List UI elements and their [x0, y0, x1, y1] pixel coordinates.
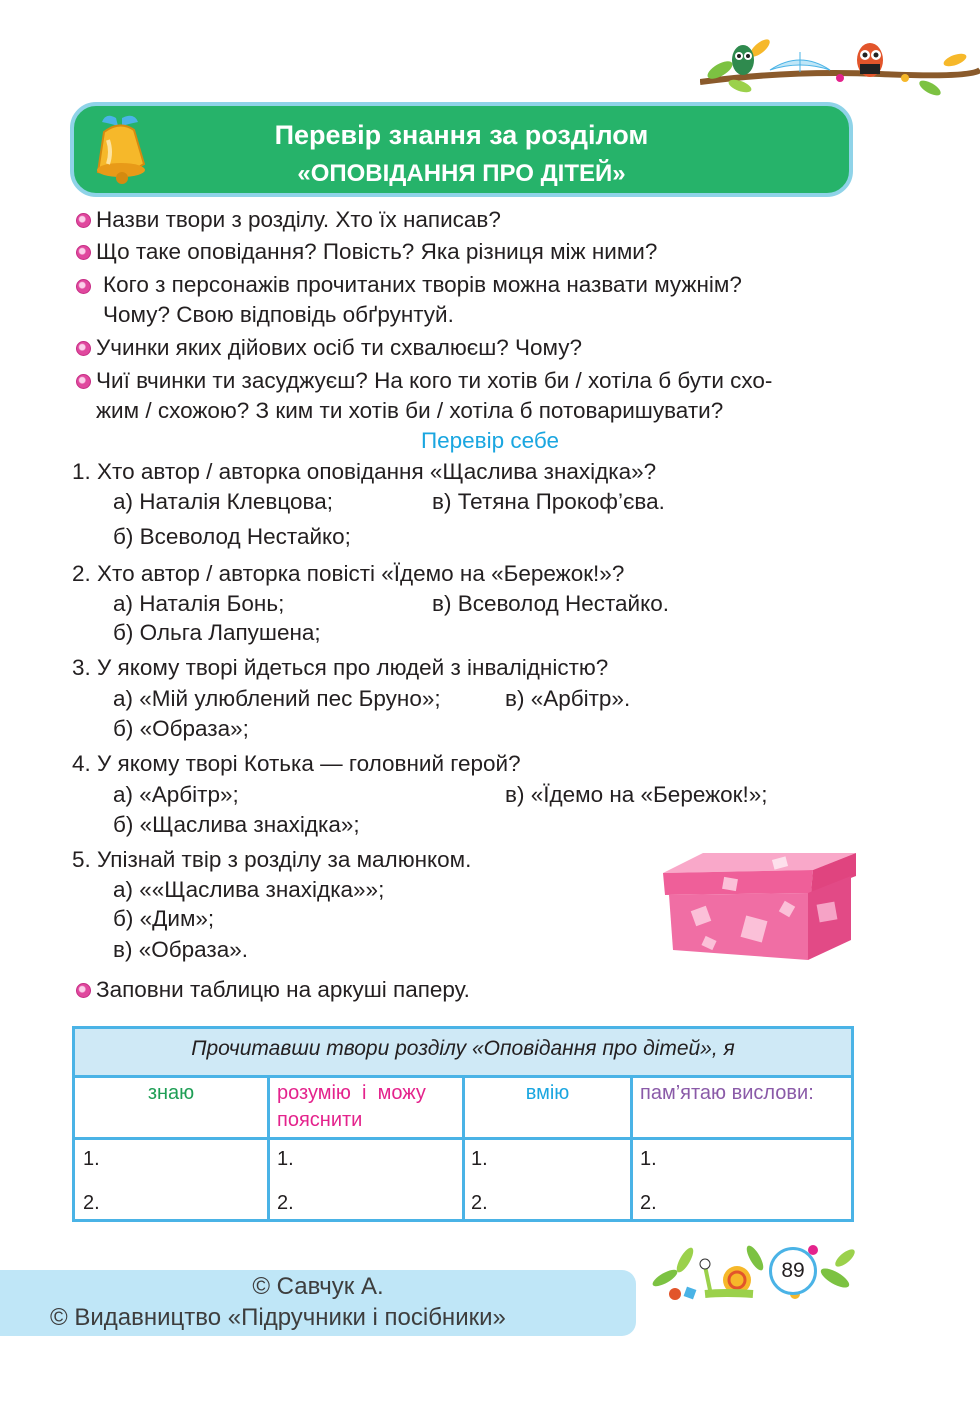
copyright-author: © Савчук А. [252, 1273, 384, 1300]
bullet-dot [76, 374, 91, 389]
quiz-q3-option-a: а) «Мій улюблений пес Бруно»; [113, 686, 441, 711]
header-subtitle: «ОПОВІДАННЯ ПРО ДІТЕЙ» [297, 160, 626, 187]
column-can: вмію [525, 1082, 570, 1104]
quiz-q1-option-c: в) Тетяна Прокоф’єва. [432, 489, 665, 514]
quiz-question-4: 4. У якому творі Котька — головний герой? [72, 751, 521, 776]
page-number: 89 [769, 1247, 817, 1295]
bell-icon [86, 112, 156, 190]
table-header-text: Прочитавши твори розділу «Оповідання про дітей», я [191, 1037, 735, 1060]
bullet-dot [76, 245, 91, 260]
quiz-title: Перевір себе [420, 428, 560, 453]
quiz-question-1: 1. Хто автор / авторка оповідання «Щаслива знахідка»? [72, 459, 657, 484]
branch-owls-illustration [700, 30, 980, 102]
quiz-q3-option-b: б) «Образа»; [113, 716, 249, 741]
quiz-q2-option-c: в) Всеволод Нестайко. [432, 591, 669, 616]
quiz-question-5: 5. Упізнай твір з розділу за малюнком. [72, 847, 472, 872]
bullet-dot [76, 213, 91, 228]
snail-flowers-illustration [645, 1238, 860, 1306]
quiz-q2-option-a: а) Наталія Бонь; [113, 591, 285, 616]
quiz-q4-option-b: б) «Щаслива знахідка»; [113, 812, 360, 837]
table-cell: 2. [83, 1192, 100, 1214]
column-know: знаю [147, 1082, 195, 1104]
question-bullet-1: Назви твори з розділу. Хто їх написав? [96, 207, 501, 232]
bullet-dot [76, 983, 91, 998]
quiz-q5-option-b: б) «Дим»; [113, 906, 215, 931]
quiz-q2-option-b: б) Ольга Лапушена; [113, 620, 321, 645]
quiz-q1-option-b: б) Всеволод Нестайко; [113, 524, 351, 549]
question-bullet-3-line2: Чому? Свою відповідь обґрунтуй. [103, 302, 454, 327]
bullet-dot [76, 279, 91, 294]
header-title: Перевір знання за розділом [274, 120, 649, 150]
question-bullet-5-line2: жим / схожою? З ким ти хотів би / хотіла б потоваришувати? [96, 398, 724, 423]
table-divider [630, 1075, 633, 1222]
table-instruction: Заповни таблицю на аркуші паперу. [96, 977, 470, 1002]
question-bullet-2: Що таке оповідання? Повість? Яка різниця між ними? [96, 239, 658, 264]
bullet-dot [76, 341, 91, 356]
quiz-q5-option-c: в) «Образа». [113, 937, 248, 962]
column-understand-line2: пояснити [277, 1109, 363, 1131]
table-cell: 1. [471, 1148, 488, 1170]
table-cell: 2. [471, 1192, 488, 1214]
quiz-q1-option-a: а) Наталія Клевцова; [113, 489, 333, 514]
table-cell: 2. [640, 1192, 657, 1214]
question-bullet-5-line1: Чиї вчинки ти засуджуєш? На кого ти хотів би / хотіла б бути схо- [96, 368, 773, 393]
table-cell: 1. [640, 1148, 657, 1170]
column-understand-line1: розумію і можу [277, 1082, 426, 1104]
copyright-publisher: © Видавництво «Підручники і посібники» [50, 1304, 506, 1331]
column-remember: пам’ятаю вислови: [640, 1082, 814, 1104]
quiz-q5-option-a: а) ««Щаслива знахідка»»; [113, 877, 385, 902]
section-header-banner [70, 102, 853, 197]
table-cell: 2. [277, 1192, 294, 1214]
table-cell: 1. [277, 1148, 294, 1170]
table-divider [75, 1137, 851, 1140]
reflection-table [72, 1026, 854, 1222]
table-cell: 1. [83, 1148, 100, 1170]
table-divider [267, 1075, 270, 1222]
question-bullet-4: Учинки яких дійових осіб ти схвалюєш? Чому? [96, 335, 583, 360]
quiz-q4-option-c: в) «Їдемо на «Бережок!»; [505, 782, 768, 807]
quiz-q3-option-c: в) «Арбітр». [505, 686, 631, 711]
quiz-question-3: 3. У якому творі йдеться про людей з інвалідністю? [72, 655, 609, 680]
quiz-question-2: 2. Хто автор / авторка повісті «Їдемо на «Бережок!»? [72, 561, 625, 586]
quiz-q4-option-a: а) «Арбітр»; [113, 782, 239, 807]
question-bullet-3-line1: Кого з персонажів прочитаних творів можна назвати мужнім? [103, 272, 742, 297]
pink-gift-box-illustration [663, 848, 856, 963]
